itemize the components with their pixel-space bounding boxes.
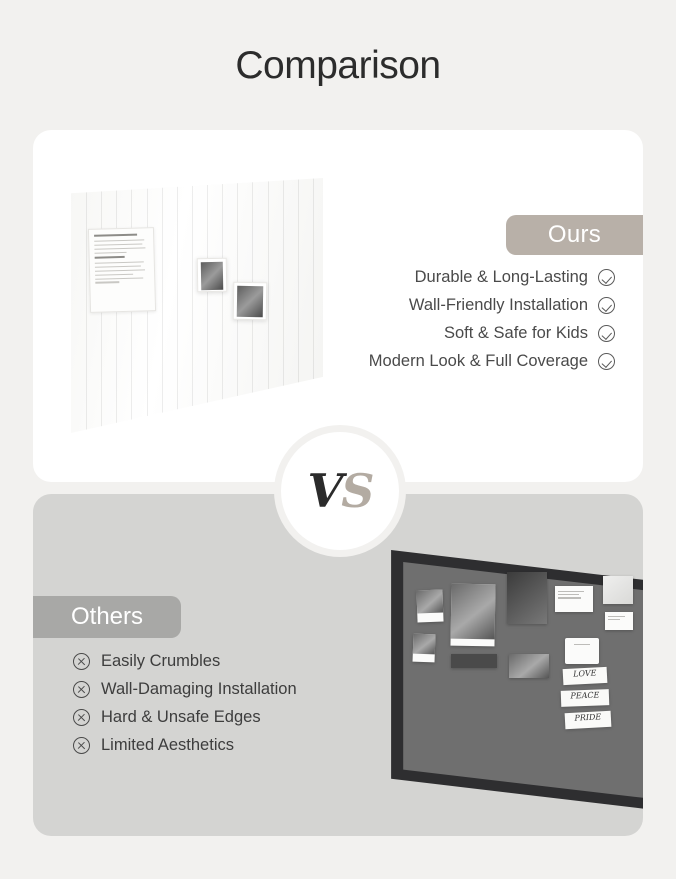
- others-product-image: [365, 550, 643, 810]
- board-note: [416, 590, 443, 623]
- check-circle-icon: [598, 297, 615, 314]
- board-note-heart: [565, 638, 599, 664]
- list-item: [73, 680, 403, 699]
- cross-circle-icon: [73, 709, 90, 726]
- ours-feature-list: [285, 268, 615, 380]
- ours-label: Ours: [506, 215, 643, 255]
- ours-panel: [33, 130, 643, 482]
- wall-document: [88, 227, 156, 313]
- others-label: Others: [33, 596, 181, 638]
- list-item: [285, 268, 615, 287]
- ours-item-label: Modern Look & Full Coverage: [368, 352, 588, 370]
- ours-item-label: Soft & Safe for Kids: [444, 324, 588, 342]
- check-circle-icon: [598, 325, 615, 342]
- board-note-text: PEACE: [561, 689, 610, 707]
- ours-item-label: Durable & Long-Lasting: [414, 268, 588, 286]
- wall-photo: [197, 258, 228, 293]
- board-note: [507, 572, 547, 624]
- board-note: [509, 654, 549, 678]
- board-note: [603, 576, 633, 604]
- list-item: [285, 296, 615, 315]
- versus-badge: [281, 432, 399, 550]
- page-title: Comparison: [235, 44, 441, 87]
- others-item-label: Limited Aesthetics: [101, 736, 234, 754]
- others-item-label: Hard & Unsafe Edges: [101, 708, 261, 726]
- list-item: [73, 708, 403, 727]
- board-note: [450, 584, 495, 647]
- cross-circle-icon: [73, 737, 90, 754]
- board-note: [413, 634, 436, 663]
- others-item-label: Easily Crumbles: [101, 652, 221, 670]
- board-note: [451, 654, 497, 668]
- versus-v: V: [307, 464, 342, 518]
- ours-item-label: Wall-Friendly Installation: [408, 296, 588, 314]
- wall-photo: [233, 282, 268, 321]
- cross-circle-icon: [73, 653, 90, 670]
- board-note-text: PRIDE: [565, 711, 612, 729]
- check-circle-icon: [598, 269, 615, 286]
- list-item: [73, 652, 403, 671]
- list-item: [285, 352, 615, 371]
- others-feature-list: [73, 652, 403, 764]
- versus-s: S: [341, 464, 373, 518]
- check-circle-icon: [598, 353, 615, 370]
- board-note-text: LOVE: [563, 667, 608, 685]
- list-item: [285, 324, 615, 343]
- others-item-label: Wall-Damaging Installation: [101, 680, 297, 698]
- board-note: [555, 586, 593, 612]
- list-item: [73, 736, 403, 755]
- cross-circle-icon: [73, 681, 90, 698]
- board-note: [605, 612, 633, 630]
